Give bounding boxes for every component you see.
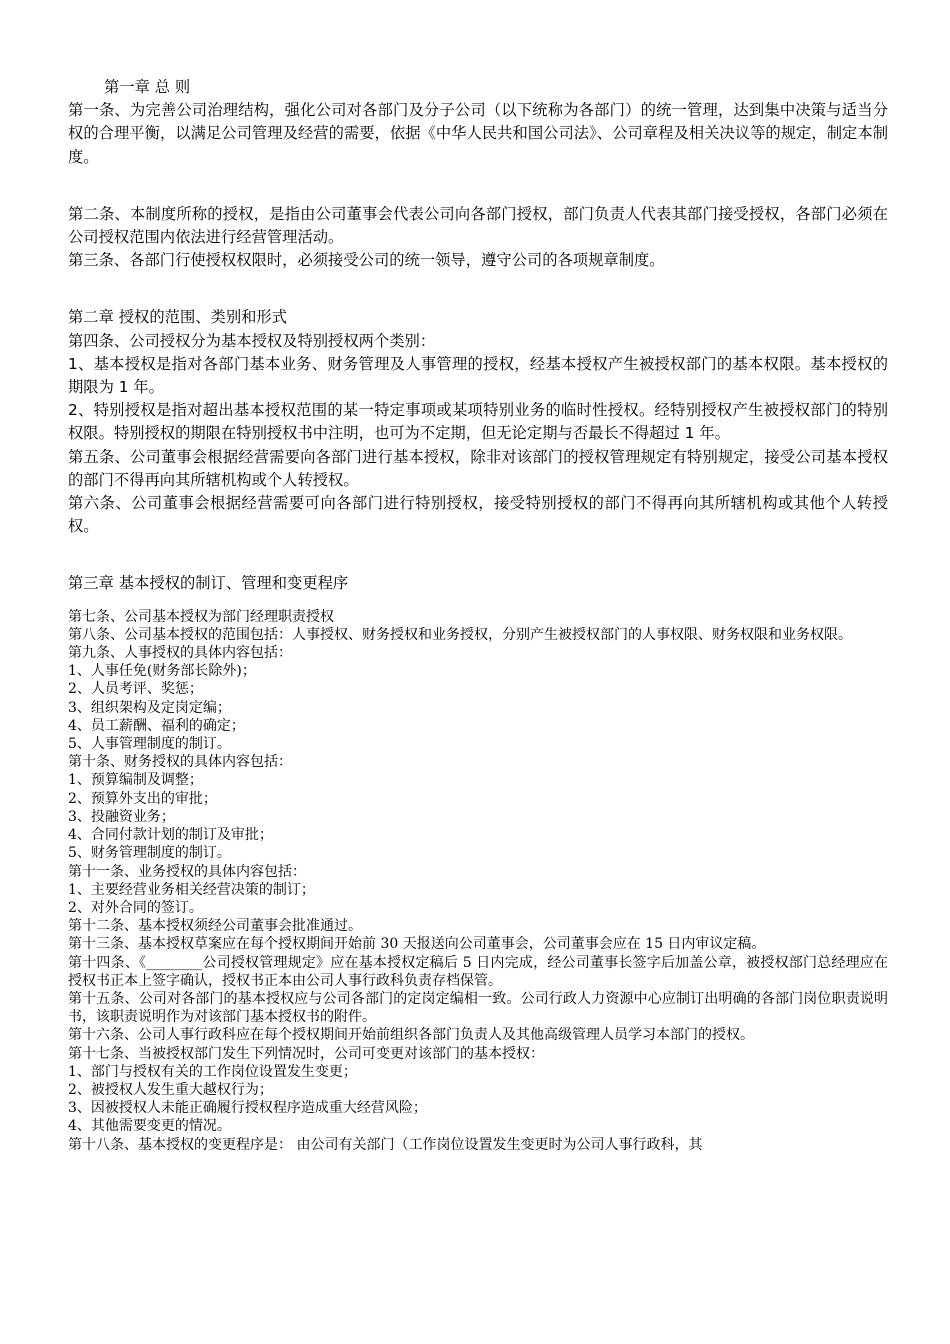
list-item: 1、主要经营业务相关经营决策的制订； xyxy=(68,881,315,898)
article-line: 第十七条、当被授权部门发生下列情况时，公司可变更对该部门的基本授权： xyxy=(68,1045,544,1062)
list-item: 2、被授权人发生重大越权行为； xyxy=(68,1081,273,1098)
article-3: 第三条、各部门行使授权权限时，必须接受公司的统一领导，遵守公司的各项规章制度。 xyxy=(68,251,665,270)
article-4-item-1: 1、基本授权是指对各部门基本业务、财务管理及人事管理的授权，经基本授权产生被授权部门的基本权限。基本授权的期限为 1 年。 xyxy=(68,354,888,397)
list-item: 1、预算编制及调整； xyxy=(68,772,203,789)
chapter-1-heading: 第一章 总 则 xyxy=(104,78,191,96)
article-line: 第十二条、基本授权须经公司董事会批准通过。 xyxy=(68,918,362,935)
article-line: 第十六条、公司人事行政科应在每个授权期间开始前组织各部门负责人及其他高级管理人员学习本部门的授权。 xyxy=(68,1027,754,1044)
article-line: 第十一条、业务授权的具体内容包括： xyxy=(68,863,306,880)
list-item: 5、财务管理制度的制订。 xyxy=(68,845,231,862)
article-4-item-2: 2、特别授权是指对超出基本授权范围的某一特定事项或某项特别业务的临时性授权。经特别授权产生被授权部门的特别权限。特别授权的期限在特别授权书中注明，也可为不定期，但无论定期与否最长不得超过 1 年。 xyxy=(68,401,888,443)
list-item: 2、对外合同的签订。 xyxy=(68,899,203,916)
list-item: 5、人事管理制度的制订。 xyxy=(68,736,231,753)
article-4: 第四条、公司授权分为基本授权及特别授权两个类别： xyxy=(68,331,436,350)
chapter-2-heading: 第二章 授权的范围、类别和形式 xyxy=(68,308,288,327)
article-line: 第十四条、《________公司授权管理规定》应在基本授权定稿后 5 日内完成，经公司董事长签字后加盖公章，被授权部门总经理应在授权书正本上签字确认，授权书正本由公司人事行政科负责存档保管。 xyxy=(68,954,888,989)
list-item: 4、其他需要变更的情况。 xyxy=(68,1118,231,1135)
spacer xyxy=(68,596,888,608)
article-5: 第五条、公司董事会根据经营需要向各部门进行基本授权，除非对该部门的授权管理规定有特别规定，接受公司基本授权的部门不得再向其所辖机构或个人转授权。 xyxy=(68,447,888,489)
spacer xyxy=(68,538,888,572)
article-1: 第一条、为完善公司治理结构，强化公司对各部门及分子公司（以下统称为各部门）的统一管理，达到集中决策与适当分权的合理平衡，以满足公司管理及经营的需要，依据《中华人民共和国公司法》、公司章程及相关决议等的规定，制定本制度。 xyxy=(68,101,888,166)
article-line: 第十五条、公司对各部门的基本授权应与公司各部门的定岗定编相一致。公司行政人力资源中心应制订出明确的各部门岗位职责说明书，该职责说明作为对该部门基本授权书的附件。 xyxy=(68,990,888,1026)
spacer xyxy=(68,272,888,306)
chapter-3-heading: 第三章 基本授权的制订、管理和变更程序 xyxy=(68,574,349,593)
article-line: 第十条、财务授权的具体内容包括： xyxy=(68,754,292,771)
article-line: 第十三条、基本授权草案应在每个授权期间开始前 30 天报送向公司董事会，公司董事会应在 15 日内审议定稿。 xyxy=(68,936,766,953)
list-item: 1、部门与授权有关的工作岗位设置发生变更； xyxy=(68,1063,357,1080)
article-line: 第七条、公司基本授权为部门经理职责授权 xyxy=(68,608,334,625)
article-2: 第二条、本制度所称的授权，是指由公司董事会代表公司向各部门授权，部门负责人代表其部门接受授权，各部门必须在公司授权范围内依法进行经营管理活动。 xyxy=(68,204,888,247)
article-line: 第九条、人事授权的具体内容包括： xyxy=(68,645,292,662)
list-item: 4、员工薪酬、福利的确定； xyxy=(68,717,245,734)
article-line: 第十八条、基本授权的变更程序是： 由公司有关部门（工作岗位设置发生变更时为公司人事行政科，其 xyxy=(68,1136,703,1153)
spacer xyxy=(68,169,888,203)
list-item: 3、因被授权人未能正确履行授权程序造成重大经营风险； xyxy=(68,1100,427,1117)
chapter-3-body xyxy=(68,608,888,1154)
list-item: 2、预算外支出的审批； xyxy=(68,790,217,807)
list-item: 2、人员考评、奖惩； xyxy=(68,681,203,698)
document-page xyxy=(68,76,888,1154)
list-item: 3、组织架构及定岗定编； xyxy=(68,699,231,716)
list-item: 3、投融资业务； xyxy=(68,808,175,825)
article-line: 第八条、公司基本授权的范围包括：人事授权、财务授权和业务授权，分别产生被授权部门的人事权限、财务权限和业务权限。 xyxy=(68,626,852,643)
list-item: 1、人事任免(财务部长除外)； xyxy=(68,663,256,680)
list-item: 4、合同付款计划的制订及审批； xyxy=(68,827,273,844)
article-6: 第六条、公司董事会根据经营需要可向各部门进行特别授权，接受特别授权的部门不得再向其所辖机构或其他个人转授权。 xyxy=(68,494,888,536)
